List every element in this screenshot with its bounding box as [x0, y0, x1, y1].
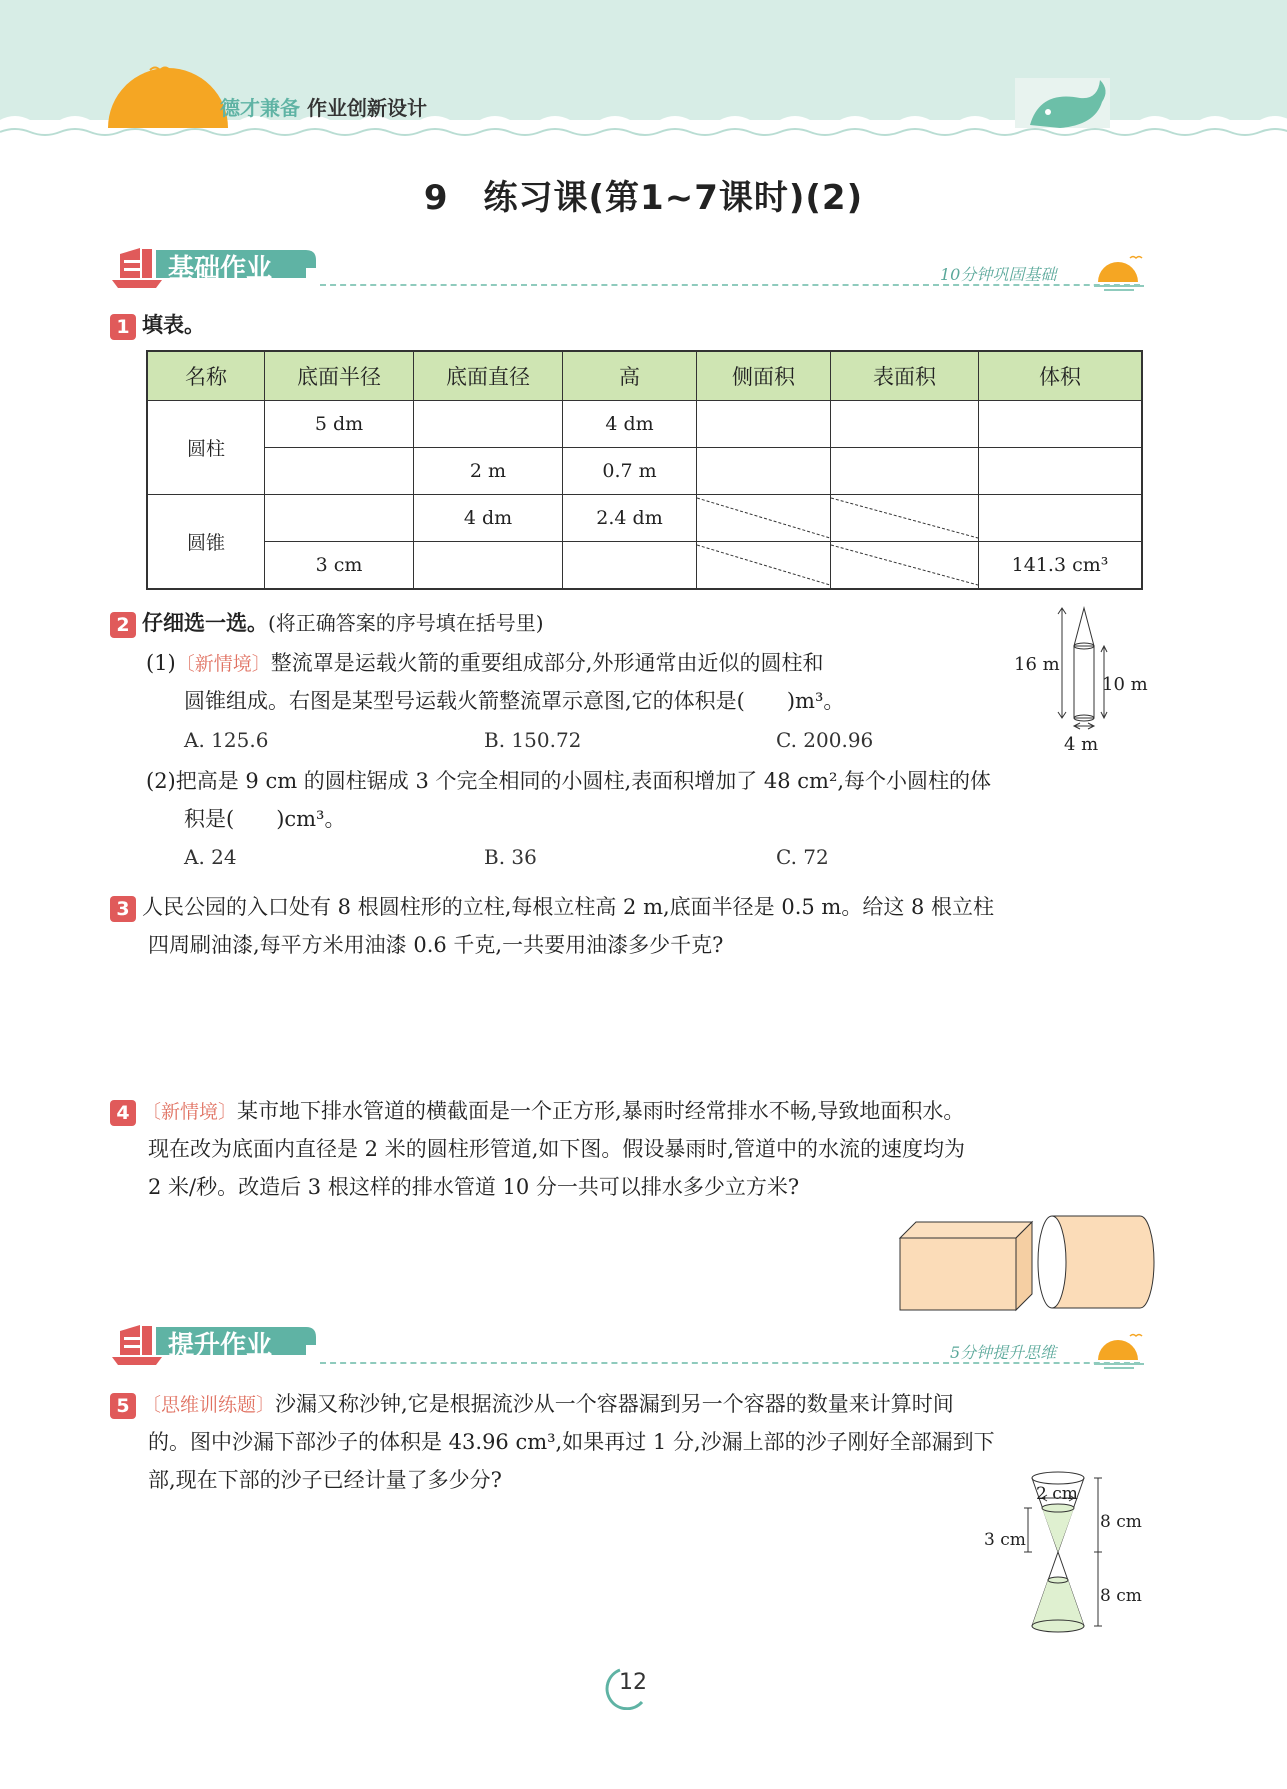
table-cell: 3 cm	[265, 542, 414, 590]
question-2	[110, 604, 544, 642]
table-header: 底面半径	[265, 351, 414, 401]
table-header: 侧面积	[697, 351, 831, 401]
table-cell[interactable]	[697, 401, 831, 448]
question-4-line1: 某市地下排水管道的横截面是一个正方形,暴雨时经常排水不畅,导致地面积水。	[237, 1099, 965, 1123]
drainage-pipes-figure	[896, 1212, 1156, 1312]
fig-label-top-diameter: 2 cm	[1036, 1484, 1078, 1504]
question-number: 1	[110, 314, 136, 340]
new-context-tag: 〔新情境〕	[175, 653, 271, 675]
question-5-line1: 沙漏又称沙钟,它是根据流沙从一个容器漏到另一个容器的数量来计算时间	[275, 1392, 954, 1416]
fig-label-lower-height: 8 cm	[1100, 1586, 1142, 1606]
table-cell[interactable]	[265, 495, 414, 542]
crossed-cell	[697, 495, 831, 542]
question-2-part-2-line2: 积是( )cm³。	[184, 807, 346, 831]
question-1	[110, 306, 205, 344]
question-number: 4	[110, 1100, 136, 1126]
section-basic-time: 10分钟巩固基础	[940, 265, 1057, 284]
table-cell: 2 m	[414, 448, 563, 495]
table-cell[interactable]	[414, 401, 563, 448]
question-2-text: 仔细选一选。	[142, 611, 268, 635]
part-1-text: 整流罩是运载火箭的重要组成部分,外形通常由近似的圆柱和	[270, 651, 824, 675]
table-row	[147, 401, 1142, 448]
option-c[interactable]: C. 72	[776, 845, 829, 869]
crossed-cell	[697, 542, 831, 590]
table-header: 体积	[979, 351, 1143, 401]
sun-icon	[1090, 252, 1150, 292]
section-advanced-time: 5分钟提升思维	[950, 1343, 1057, 1362]
table-header: 高	[563, 351, 697, 401]
question-5	[110, 1385, 954, 1424]
page-number: 12	[619, 1670, 647, 1695]
table-header: 名称	[147, 351, 265, 401]
question-2-part-2-line1: (2)把高是 9 cm 的圆柱锯成 3 个完全相同的小圆柱,表面积增加了 48 cm²,每个小圆柱的体	[146, 769, 992, 793]
question-2-hint: (将正确答案的序号填在括号里)	[268, 611, 544, 635]
new-context-tag: 〔新情境〕	[142, 1101, 238, 1123]
table-cell: 4 dm	[563, 401, 697, 448]
fig-label-total-height: 16 m	[1014, 654, 1060, 675]
question-2-part-1-line1	[146, 644, 823, 683]
option-a[interactable]: A. 125.6	[184, 728, 269, 752]
section-basic-label: 基础作业	[168, 254, 273, 284]
table-row	[147, 542, 1142, 590]
table-cell[interactable]	[831, 448, 979, 495]
table-cell[interactable]	[979, 495, 1143, 542]
sun-icon	[1090, 1330, 1150, 1370]
question-5-line2: 的。图中沙漏下部沙子的体积是 43.96 cm³,如果再过 1 分,沙漏上部的沙子刚好全部漏到下	[148, 1430, 995, 1454]
question-number: 2	[110, 612, 136, 638]
table-cell[interactable]	[979, 401, 1143, 448]
table-cell: 2.4 dm	[563, 495, 697, 542]
table-cell[interactable]	[979, 448, 1143, 495]
question-3-line2: 四周刷油漆,每平方米用油漆 0.6 千克,一共要用油漆多少千克?	[148, 933, 724, 957]
thinking-training-tag: 〔思维训练题〕	[142, 1394, 276, 1416]
table-cell: 5 dm	[265, 401, 414, 448]
header-banner	[0, 0, 1287, 150]
question-3-line1: 人民公园的入口处有 8 根圆柱形的立柱,每根立柱高 2 m,底面半径是 0.5 m。给这 8 根立柱	[142, 895, 995, 919]
section-advanced-label: 提升作业	[168, 1331, 273, 1361]
brand-dark: 作业创新设计	[306, 96, 427, 120]
table-cell[interactable]	[563, 542, 697, 590]
brand-green: 德才兼备	[220, 96, 300, 120]
table-cell[interactable]	[831, 401, 979, 448]
table-cell: 4 dm	[414, 495, 563, 542]
question-4-line3: 2 米/秒。改造后 3 根这样的排水管道 10 分一共可以排水多少立方米?	[148, 1175, 800, 1199]
hourglass-figure	[1010, 1470, 1150, 1650]
fig-label-cylinder-height: 10 m	[1102, 674, 1148, 695]
table-row	[147, 495, 1142, 542]
fill-table	[146, 350, 1143, 590]
part-prefix: (1)	[146, 651, 176, 675]
question-number: 3	[110, 896, 136, 922]
table-cell[interactable]	[697, 448, 831, 495]
question-number: 5	[110, 1393, 136, 1419]
page-title: 9 练习课(第1~7课时)(2)	[423, 178, 864, 218]
table-cell[interactable]	[265, 448, 414, 495]
row-label-cone: 圆锥	[147, 495, 265, 590]
table-header: 底面直径	[414, 351, 563, 401]
crossed-cell	[831, 495, 979, 542]
table-header: 表面积	[831, 351, 979, 401]
question-4-line2: 现在改为底面内直径是 2 米的圆柱形管道,如下图。假设暴雨时,管道中的水流的速度均为	[148, 1137, 966, 1161]
question-1-text: 填表。	[142, 313, 205, 337]
option-b[interactable]: B. 36	[484, 845, 537, 869]
question-5-line3: 部,现在下部的沙子已经计量了多少分?	[148, 1468, 502, 1492]
question-2-part-1-line2: 圆锥组成。右图是某型号运载火箭整流罩示意图,它的体积是( )m³。	[184, 689, 845, 713]
table-cell[interactable]	[414, 542, 563, 590]
fig-label-upper-height: 8 cm	[1100, 1512, 1142, 1532]
table-cell: 0.7 m	[563, 448, 697, 495]
fig-label-width: 4 m	[1064, 734, 1099, 755]
crossed-cell	[831, 542, 979, 590]
option-b[interactable]: B. 150.72	[484, 728, 582, 752]
row-label-cylinder: 圆柱	[147, 401, 265, 495]
table-header-row	[147, 351, 1142, 401]
fig-label-sand-height: 3 cm	[984, 1530, 1026, 1550]
option-c[interactable]: C. 200.96	[776, 728, 874, 752]
table-cell: 141.3 cm³	[979, 542, 1143, 590]
table-row	[147, 448, 1142, 495]
question-3	[110, 888, 994, 926]
header-brand	[220, 92, 427, 121]
question-4	[110, 1092, 964, 1131]
option-a[interactable]: A. 24	[184, 845, 237, 869]
